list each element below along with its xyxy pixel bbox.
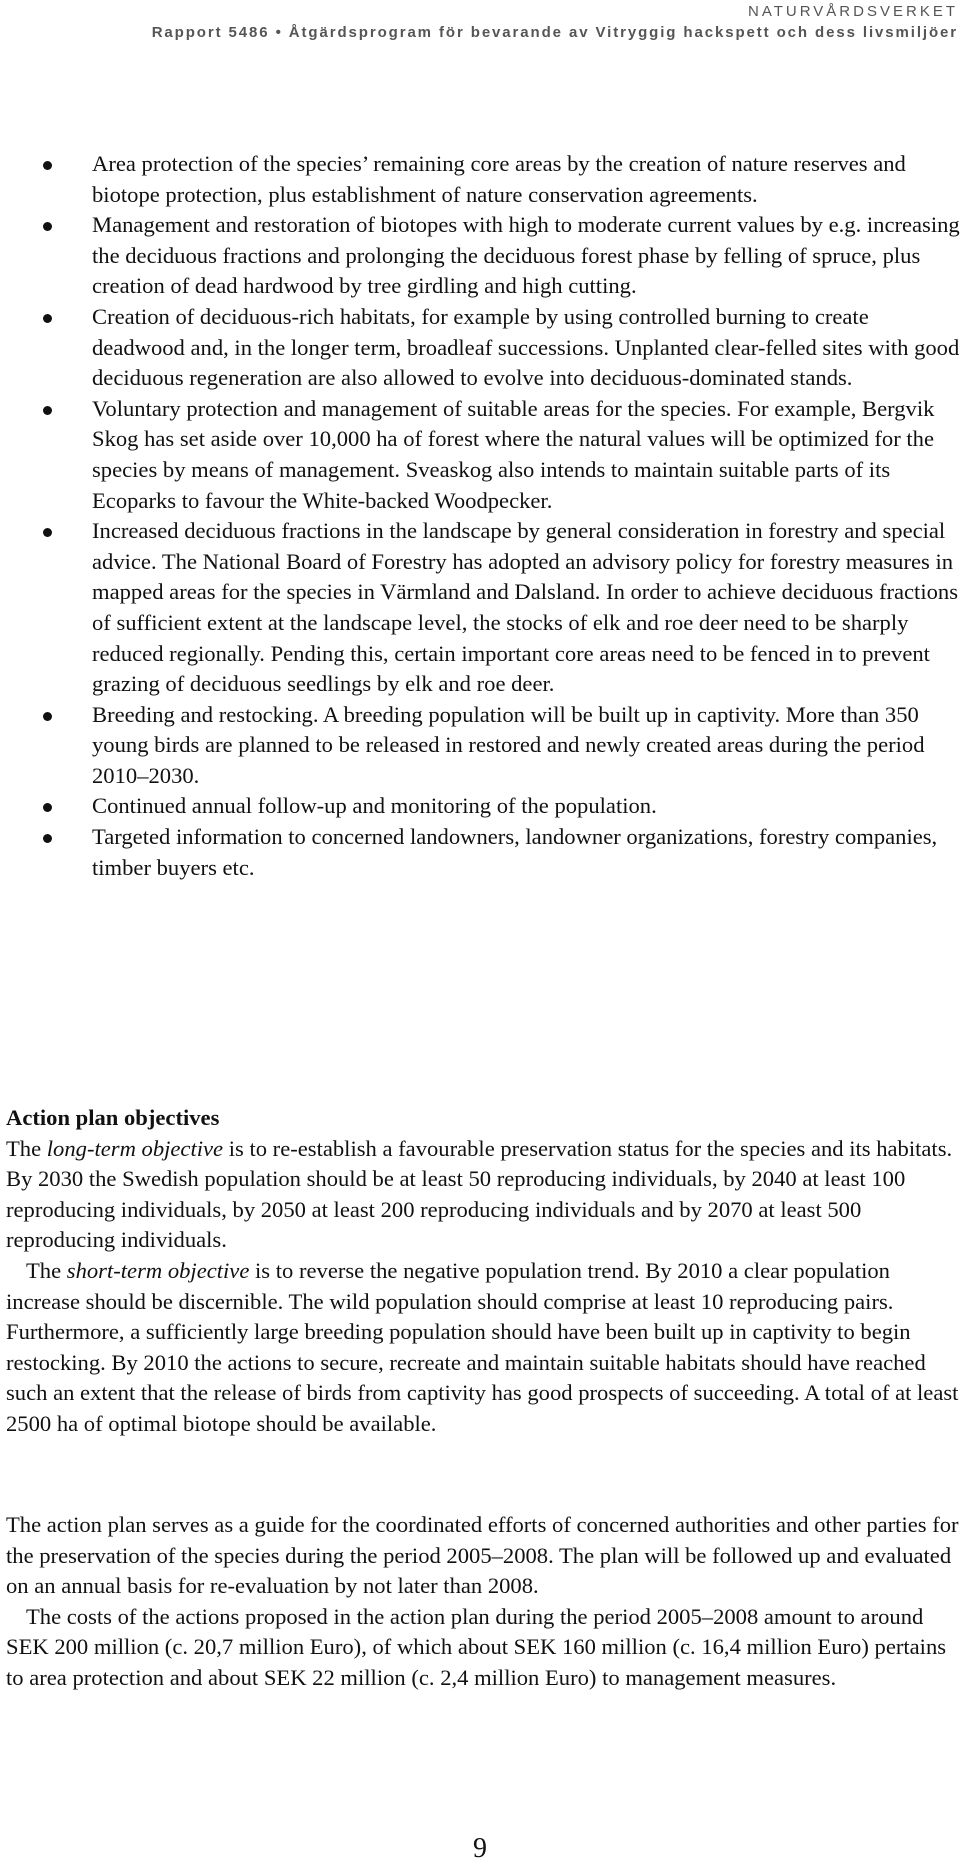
- paragraph-text: is to reverse the negative population trend. By 2010 a clear population increase should be discernible. The wild population should comprise at least 10 reproducing pairs. Furthermore, a sufficiently large breeding population should have been built up in captivity to begin restocking. By 2010 the actions to secure, recreate and maintain suitable habitats should have reached such an extent that the release of birds from captivity has good prospects of succeeding. A total of at least 2500 ha of optimal biotope should be available.: [6, 1257, 959, 1436]
- bullet-icon: [43, 712, 52, 721]
- bullet-icon: [43, 161, 52, 170]
- bullet-item: [0, 302, 960, 394]
- paragraph-text: The: [6, 1135, 47, 1161]
- header-report-title: Rapport 5486 • Åtgärdsprogram för bevarande av Vitryggig hackspett och dess livsmiljöer: [151, 24, 958, 41]
- page-header: [60, 2, 960, 44]
- bullet-text: Management and restoration of biotopes with high to moderate current values by e.g. increasing the deciduous fractions and prolonging the deciduous forest phase by felling of spruce, plus creation of dead hardwood by tree girdling and high cutting.: [92, 212, 960, 299]
- long-term-objective-paragraph: [6, 1134, 960, 1256]
- section-heading: Action plan objectives: [6, 1105, 220, 1130]
- bullet-icon: [43, 803, 52, 812]
- page-number: 9: [473, 1833, 487, 1864]
- bullet-item: [0, 822, 960, 883]
- paragraph-text: is to re-establish a favourable preservation status for the species and its habitats. By 2030 the Swedish population should be at least 50 reproducing individuals, by 2040 at least 100 reproducing individuals, by 2050 at least 200 reproducing individuals and by 2070 at least 500 reproducing individuals.: [6, 1135, 953, 1253]
- short-term-objective-term: short-term objective: [66, 1257, 250, 1283]
- bullet-icon: [43, 314, 52, 323]
- bullet-text: Targeted information to concerned landowners, landowner organizations, forestry companies, timber buyers etc.: [92, 824, 938, 880]
- bullet-text: Area protection of the species’ remaining core areas by the creation of nature reserves and biotope protection, plus establishment of nature conservation agreements.: [92, 151, 906, 207]
- paragraph-text: The: [26, 1257, 67, 1283]
- bullet-item: [0, 700, 960, 792]
- guide-section: [6, 1510, 960, 1694]
- bullet-text: Continued annual follow-up and monitoring of the population.: [92, 793, 657, 819]
- bullet-icon: [43, 834, 52, 843]
- bullet-item: [0, 210, 960, 302]
- bullet-text: Voluntary protection and management of suitable areas for the species. For example, Bergvik Skog has set aside over 10,000 ha of forest where the natural values will be optimized for the species by means of management. Sveaskog also intends to maintain suitable parts of its Ecoparks to favour the White-backed Woodpecker.: [92, 395, 935, 513]
- long-term-objective-term: long-term objective: [46, 1135, 224, 1161]
- bullet-text: Increased deciduous fractions in the landscape by general consideration in forestry and special advice. The National Board of Forestry has adopted an advisory policy for forestry measures in mapped areas for the species in Värmland and Dalsland. In order to achieve deciduous fractions of sufficient extent at the landscape level, the stocks of elk and roe deer need to be sharply reduced regionally. Pending this, certain important core areas need to be fenced in to prevent grazing of deciduous seedlings by elk and roe deer.: [92, 518, 958, 697]
- bullet-text: Creation of deciduous-rich habitats, for example by using controlled burning to create deadwood and, in the longer term, broadleaf successions. Unplanted clear-felled sites with good deciduous regeneration are also allowed to evolve into deciduous-dominated stands.: [92, 303, 960, 391]
- bullet-icon: [43, 528, 52, 537]
- objectives-section: [6, 1103, 960, 1440]
- bullet-icon: [43, 222, 52, 231]
- bullet-icon: [43, 406, 52, 415]
- guide-paragraph: The action plan serves as a guide for the coordinated efforts of concerned authorities and other parties for the preservation of the species during the period 2005–2008. The plan will be followed up and evaluated on an annual basis for re-evaluation by not later than 2008.: [6, 1512, 959, 1599]
- header-organization: NATURVÅRDSVERKET: [748, 3, 958, 20]
- costs-paragraph: The costs of the actions proposed in the action plan during the period 2005–2008 amount to around SEK 200 million (c. 20,7 million Euro), of which about SEK 160 million (c. 16,4 million Euro) pertains to area protection and about SEK 22 million (c. 2,4 million Euro) to management measures.: [6, 1603, 947, 1690]
- bullet-item: [0, 149, 960, 210]
- short-term-objective-paragraph: [6, 1256, 960, 1440]
- bullet-item: [0, 516, 960, 700]
- bullet-text: Breeding and restocking. A breeding population will be built up in captivity. More than 350 young birds are planned to be released in restored and newly created areas during the period 2010–2030.: [92, 701, 925, 788]
- bullet-item: [0, 791, 960, 822]
- measures-bullet-list: [0, 149, 960, 883]
- bullet-item: [0, 394, 960, 516]
